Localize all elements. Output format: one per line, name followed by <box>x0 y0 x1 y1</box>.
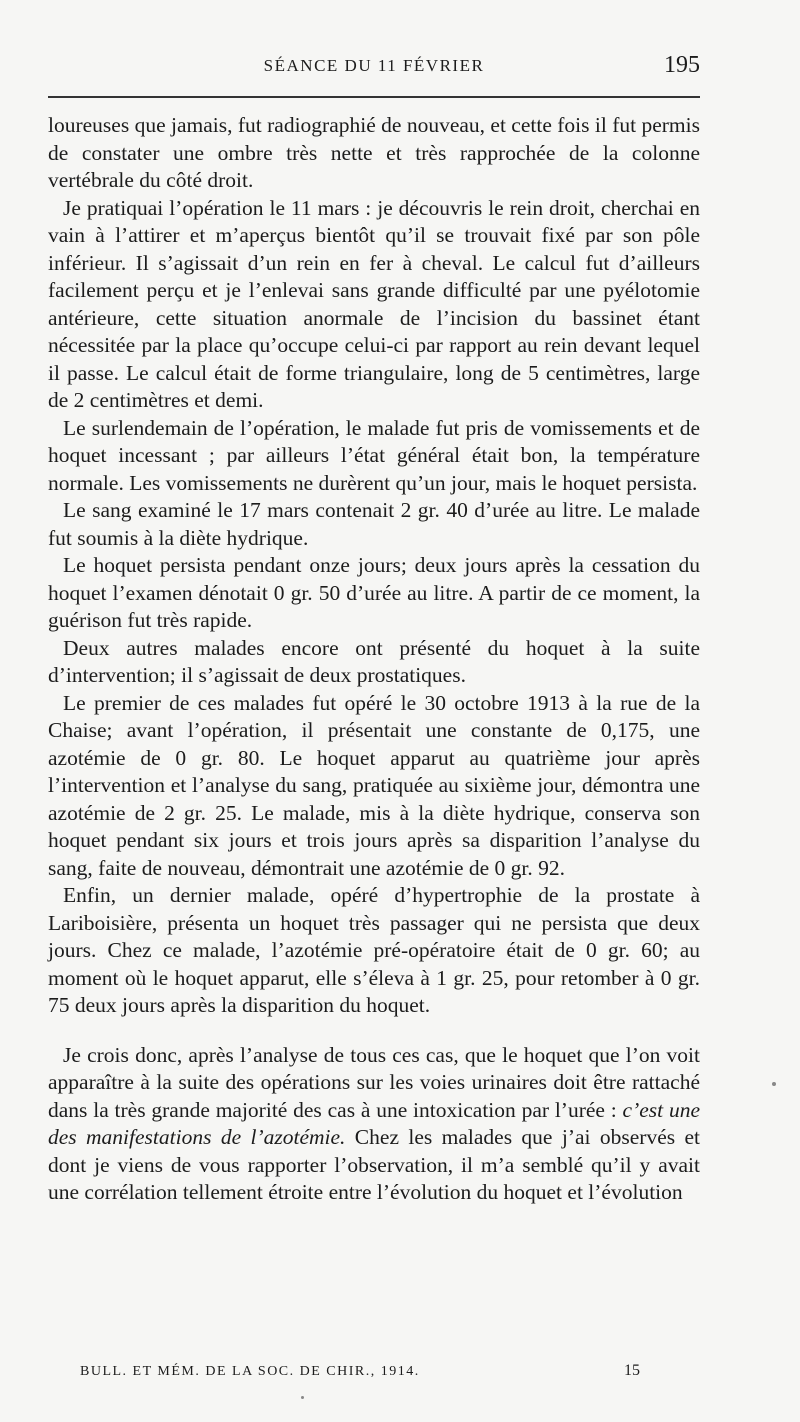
conclusion-emphasis: c’est une des manifestations de l’azotémie. <box>48 1097 700 1149</box>
page-header <box>48 50 700 86</box>
body-text <box>48 112 700 1207</box>
page-number: 195 <box>664 52 700 78</box>
margin-speck <box>772 1082 776 1086</box>
conclusion-text-end: Chez les malades que j’ai observés et dont je viens de vous rapporter l’observation, il m’a semblé qu’il y avait une corrélation tellement étroite entre l’évolution du hoquet et l’évolution <box>48 1125 700 1204</box>
paragraph-postoperative: Le surlendemain de l’opération, le malade fut pris de vomissements et de hoquet incessant ; par ailleurs l’état général était bon, la température normale. Les vomissements ne durèrent qu’un jour, mais le hoquet persista. <box>48 415 700 495</box>
signature-mark: 15 <box>624 1362 640 1379</box>
paragraph-operation: Je pratiquai l’opération le 11 mars : je découvris le rein droit, cherchai en vain à l’attirer et m’aperçus bientôt qu’il se trouvait fixé par son pôle inférieur. Il s’agissait d’un rein en fer à cheval. Le calcul fut d’ailleurs facilement perçu et je l’enlevai sans grande difficulté par une pyélotomie antérieure, cette situation anormale de l’incision du bassinet étant nécessitée par la place qu’occupe celui-ci par rapport au rein devant lequel il passe. Le calcul était de forme triangulaire, long de 5 centimètres, large de 2 centimètres et demi. <box>48 195 700 412</box>
page-footer <box>80 1364 640 1380</box>
bulletin-citation: BULL. ET MÉM. DE LA SOC. DE CHIR., 1914. <box>80 1364 420 1379</box>
bottom-speck <box>301 1396 304 1399</box>
paragraph-blood-exam: Le sang examiné le 17 mars contenait 2 gr. 40 d’urée au litre. Le malade fut soumis à la diète hydrique. <box>48 498 700 550</box>
paragraph-other-patients: Deux autres malades encore ont présenté du hoquet à la suite d’intervention; il s’agissait de deux prostatiques. <box>48 635 700 687</box>
paragraph-gap <box>48 1020 700 1042</box>
header-rule <box>48 96 700 98</box>
conclusion-text-start: Je crois donc, après l’analyse de tous ces cas, que le hoquet que l’on voit apparaître à la suite des opérations sur les voies urinaires doit être rattaché dans la très grande majorité des cas à une intoxication par l’urée : <box>48 1042 700 1122</box>
paragraph-first-patient: Le premier de ces malades fut opéré le 30 octobre 1913 à la rue de la Chaise; avant l’opération, il présentait une constante de 0,175, une azotémie de 0 gr. 80. Le hoquet apparut au quatrième jour après l’intervention et l’analyse du sang, pratiquée au sixième jour, démontra une azotémie de 2 gr. 25. Le malade, mis à la diète hydrique, conserva son hoquet pendant six jours et trois jours après sa disparition l’analyse du sang, faite de nouveau, démontrait une azotémie de 0 gr. 92. <box>48 690 700 880</box>
paragraph-hiccup-duration: Le hoquet persista pendant onze jours; deux jours après la cessation du hoquet l’examen dénotait 0 gr. 50 d’urée au litre. A partir de ce moment, la guérison fut très rapide. <box>48 553 700 632</box>
running-title: SÉANCE DU 11 FÉVRIER <box>263 56 485 75</box>
paragraph-last-patient: Enfin, un dernier malade, opéré d’hypertrophie de la prostate à Lariboisière, présenta un hoquet très passager qui ne persista que deux jours. Chez ce malade, l’azotémie pré-opératoire était de 0 gr. 60; au moment où le hoquet apparut, elle s’éleva à 1 gr. 25, pour retomber à 0 gr. 75 deux jours après la disparition du hoquet. <box>48 883 700 1017</box>
paragraph-conclusion <box>48 1042 700 1207</box>
paragraph-continuation: loureuses que jamais, fut radiographié de nouveau, et cette fois il fut permis de constater une ombre très nette et très rapprochée de la colonne vertébrale du côté droit. <box>48 113 700 192</box>
